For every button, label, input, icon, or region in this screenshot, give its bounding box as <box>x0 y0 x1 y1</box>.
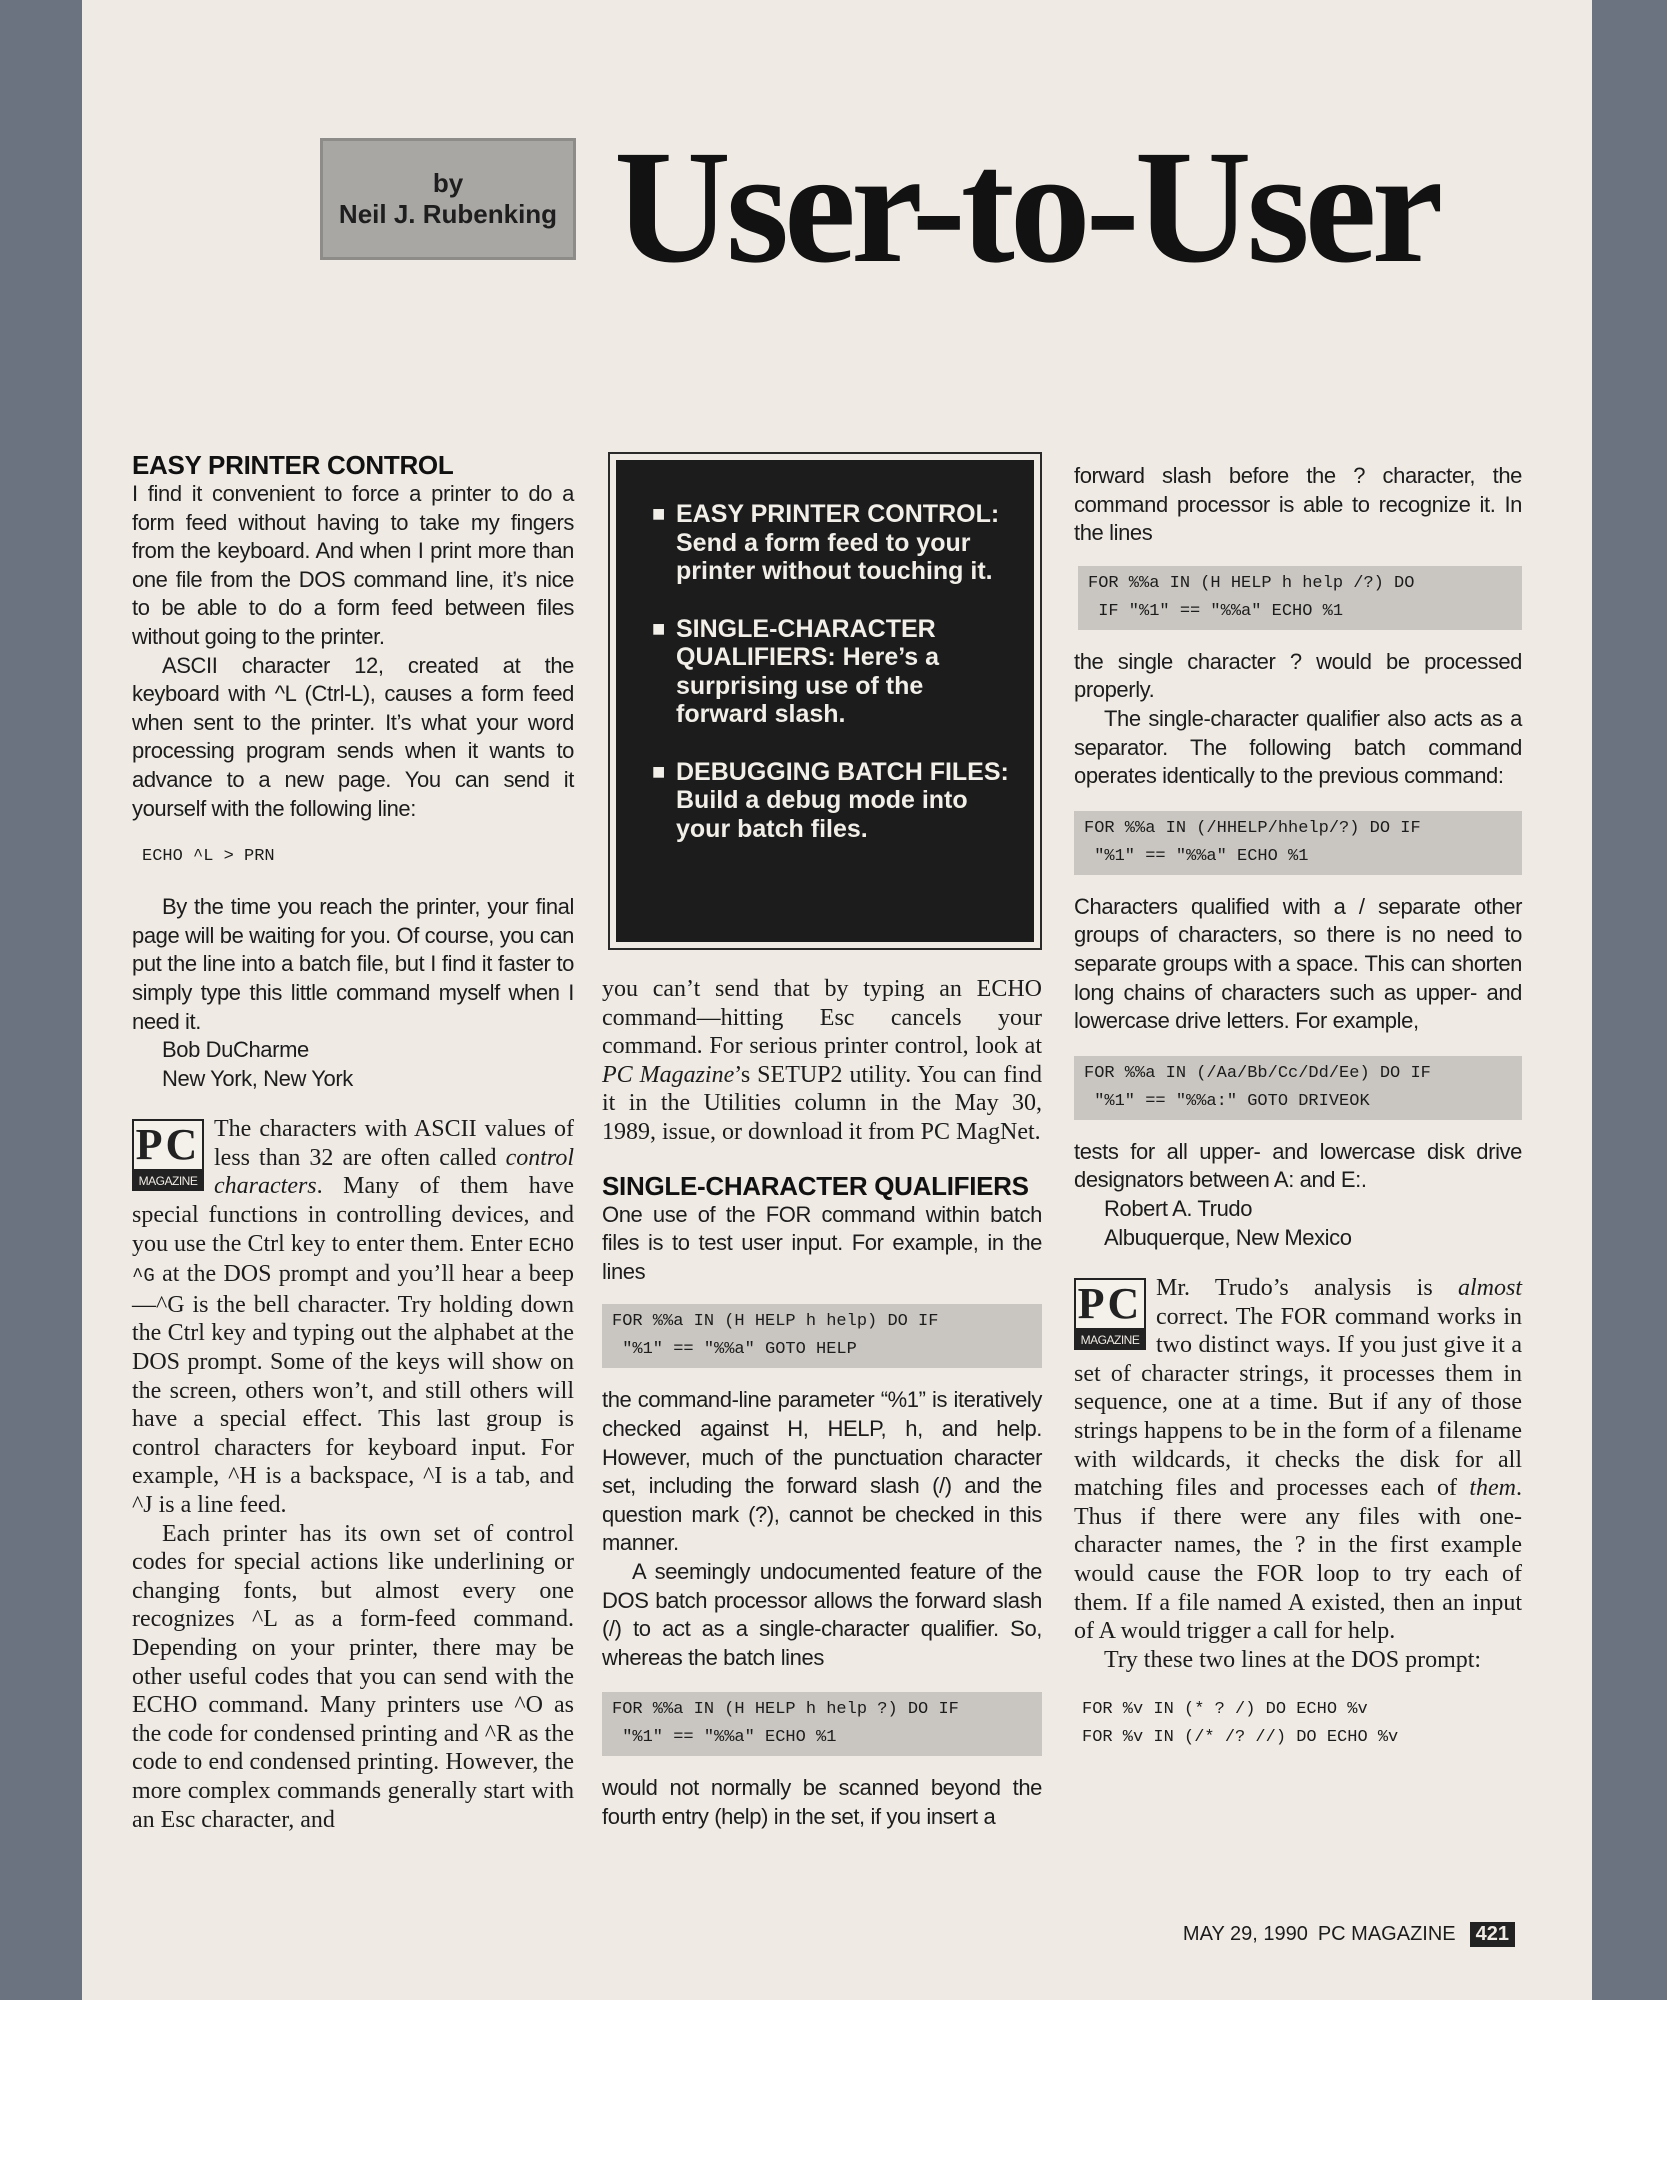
code-block <box>602 1304 1042 1368</box>
letter-1-body <box>132 480 574 823</box>
text-run: at the DOS prompt and you’ll hear a beep—^G is the bell character. Try holding down the Ctrl key and typing out the alphabet at the DOS prompt. Some of the keys will show on the screen, others won’t, and still others will have a special effect. This last group is control characters for keyboard input. For example, ^H is a backspace, ^I is a tab, and ^J is a line feed. <box>132 1261 574 1518</box>
highlights-sidebar <box>608 452 1042 950</box>
logo-label: MAGAZINE <box>132 1171 204 1191</box>
bullet-square-icon: ■ <box>652 615 666 641</box>
text-run: correct. The FOR command works in two distinct ways. If you just give it a set of character strings, it processes them in sequence, one at a time. But if any of those strings happens to be in the form of a filename with wildcards, it checks the disk for all matching files and processes each of <box>1074 1303 1522 1502</box>
paragraph: I find it convenient to force a printer to do a form feed without having to take my fingers from the keyboard. And when I print more than one file from the DOS command line, it’s nice to be able to do a form feed between files without going to the printer. <box>132 481 574 649</box>
letter-2-body-5 <box>1074 893 1522 1036</box>
signature-name: Bob DuCharme <box>162 1037 309 1063</box>
sidebar-item-text: SINGLE-CHARACTER QUALIFIERS: Here’s a surprising use of the forward slash. <box>676 614 940 728</box>
code-dos-prompt <box>1082 1696 1522 1752</box>
code-line: "%1" == "%%a" GOTO HELP <box>612 1340 857 1360</box>
footer-magazine: PC MAGAZINE <box>1317 1923 1456 1945</box>
byline-box <box>320 138 576 260</box>
page-title: User-to-User <box>614 118 1439 297</box>
code-line: "%1" == "%%a" ECHO %1 <box>612 1728 837 1748</box>
paragraph: forward slash before the ? character, the command processor is able to recognize it. In the lines <box>1074 463 1522 546</box>
byline-author: Neil J. Rubenking <box>338 199 558 229</box>
letter-2-body-2 <box>602 1386 1042 1672</box>
signature-place: Albuquerque, New Mexico <box>1104 1224 1352 1250</box>
bullet-square-icon: ■ <box>652 501 666 526</box>
letter-2-closing <box>1074 1138 1522 1252</box>
paragraph: The single-character qualifier also acts as a separator. The following batch command operates identically to the previous command: <box>1074 705 1522 789</box>
text-run: ’s SETUP2 utility. You can find it in the Utilities column in the May 30, 1989, issue, or download it from PC MagNet. <box>602 1061 1042 1145</box>
paragraph: Each printer has its own set of control codes for special actions like underlining or changing fonts, but almost every one recognizes ^L as a form-feed command. Depending on your printer, there may be other useful codes that you can send with the ECHO command. Many printers use ^O as the code for condensed printing and ^R as the code to end condensed printing. However, the more complex commands generally start with an Esc character, and <box>132 1520 574 1833</box>
reply-1-body <box>132 1115 574 1834</box>
emphasis: them <box>1469 1475 1516 1502</box>
reply-2-body <box>1074 1274 1522 1674</box>
text-run: . Many of them have special functions in controlling devices, and you use the Ctrl key to enter them. Enter <box>132 1173 574 1257</box>
signature-name: Robert A. Trudo <box>1104 1195 1253 1221</box>
logo-letters: PC <box>1074 1278 1146 1330</box>
letter-2-body-3 <box>602 1774 1042 1831</box>
sidebar-inner <box>616 460 1034 942</box>
sidebar-item <box>652 615 1010 729</box>
sidebar-item <box>652 500 1010 586</box>
code-line: "%1" == "%%a" ECHO %1 <box>1084 846 1309 866</box>
pc-magazine-logo <box>132 1119 204 1191</box>
code-line: FOR %%a IN (H HELP h help ?) DO IF <box>612 1700 959 1720</box>
bullet-square-icon: ■ <box>652 758 666 784</box>
code-line: FOR %v IN (/* /? //) DO ECHO %v <box>1082 1728 1399 1748</box>
code-block <box>1078 566 1522 630</box>
code-line: FOR %%a IN (H HELP h help) DO IF <box>612 1312 939 1332</box>
code-line: IF "%1" == "%%a" ECHO %1 <box>1088 601 1344 621</box>
paragraph: Try these two lines at the DOS prompt: <box>1104 1646 1482 1673</box>
code-line: FOR %%a IN (H HELP h help /?) DO <box>1088 573 1415 593</box>
paragraph: the single character ? would be processed properly. <box>1074 648 1522 703</box>
paragraph: ASCII character 12, created at the keyboard with ^L (Ctrl-L), causes a form feed when sent to the printer. It’s what your word processing program sends when it wants to advance to a new page. You can send it yourself with the following line: <box>132 652 574 821</box>
code-block <box>1074 811 1522 875</box>
letter-1-closing <box>132 893 574 1093</box>
text-run: you can’t send that by typing an ECHO command—hitting Esc cancels your command. For serious printer control, look at <box>602 976 1042 1060</box>
letter-2-body-4 <box>1074 648 1522 791</box>
byline-by: by <box>432 168 464 198</box>
sidebar-item <box>652 758 1010 844</box>
emphasis: almost <box>1457 1275 1522 1302</box>
paragraph <box>602 975 1042 1147</box>
pc-magazine-logo <box>1074 1278 1146 1350</box>
text-run: . Thus if there were any files with one-character names, the ? in the first example would cause the FOR loop to try each of them. If a file named A existed, then an input of A would trigger a call for help. <box>1074 1475 1522 1645</box>
column-1 <box>132 450 574 1834</box>
code-line: "%1" == "%%a:" GOTO DRIVEOK <box>1084 1091 1370 1111</box>
column-3 <box>1074 462 1522 1752</box>
signature-place: New York, New York <box>162 1065 353 1091</box>
code-line: FOR %%a IN (/HHELP/hhelp/?) DO IF <box>1084 818 1421 838</box>
paragraph: Characters qualified with a / separate other groups of characters, so there is no need to separate groups with a space. This can shorten long chains of characters such as upper- and lowercase drive letters. For example, <box>1074 893 1522 1034</box>
reply-1-continued <box>602 975 1042 1147</box>
page-number: 421 <box>1470 1922 1515 1947</box>
sidebar-item-text: EASY PRINTER CONTROL: Send a form feed to your printer without touching it. <box>676 500 1000 585</box>
paragraph: would not normally be scanned beyond the fourth entry (help) in the set, if you insert a <box>602 1775 1042 1829</box>
sidebar-item-text: DEBUGGING BATCH FILES: Build a debug mode into your batch files. <box>676 757 1009 843</box>
emphasis: PC Magazine <box>602 1061 735 1088</box>
column-2 <box>602 975 1042 1831</box>
paragraph: By the time you reach the printer, your final page will be waiting for you. Of course, you can put the line into a batch file, but I find it faster to simply type this little command myself when I need it. <box>132 894 574 1034</box>
section-heading-easy-printer: EASY PRINTER CONTROL <box>132 450 454 480</box>
code-line: FOR %v IN (* ? /) DO ECHO %v <box>1082 1700 1368 1720</box>
paragraph: the command-line parameter “%1” is iteratively checked against H, HELP, h, and help. However, much of the punctuation character set, including the forward slash (/) and the question mark (?), cannot be checked in this manner. <box>602 1387 1042 1556</box>
emphasis: control characters <box>214 1144 574 1200</box>
code-line: FOR %%a IN (/Aa/Bb/Cc/Dd/Ee) DO IF <box>1084 1063 1431 1083</box>
section-heading-single-character: SINGLE-CHARACTER QUALIFIERS <box>602 1170 1029 1201</box>
code-echo-prn: ECHO ^L > PRN <box>142 847 275 867</box>
paragraph: tests for all upper- and lowercase disk drive designators between A: and E:. <box>1074 1138 1522 1193</box>
paragraph: One use of the FOR command within batch files is to test user input. For example, in the lines <box>602 1201 1042 1284</box>
inline-code: ECHO ^G <box>132 1234 574 1288</box>
logo-label: MAGAZINE <box>1074 1330 1146 1350</box>
page-footer <box>1183 1922 1515 1947</box>
text-run: Mr. Trudo’s analysis is <box>1156 1275 1458 1302</box>
code-block <box>602 1692 1042 1756</box>
text-run: The characters with ASCII values of less than 32 are often called <box>214 1116 574 1171</box>
scan-margin <box>0 2000 1667 2160</box>
letter-2-body <box>602 1201 1042 1287</box>
code-block <box>1074 1056 1522 1120</box>
footer-date: MAY 29, 1990 <box>1182 1923 1308 1945</box>
paragraph: A seemingly undocumented feature of the DOS batch processor allows the forward slash (/) to act as a single-character qualifier. So, whereas the batch lines <box>602 1558 1042 1670</box>
letter-2-continued <box>1074 462 1522 548</box>
logo-letters: PC <box>132 1119 204 1171</box>
